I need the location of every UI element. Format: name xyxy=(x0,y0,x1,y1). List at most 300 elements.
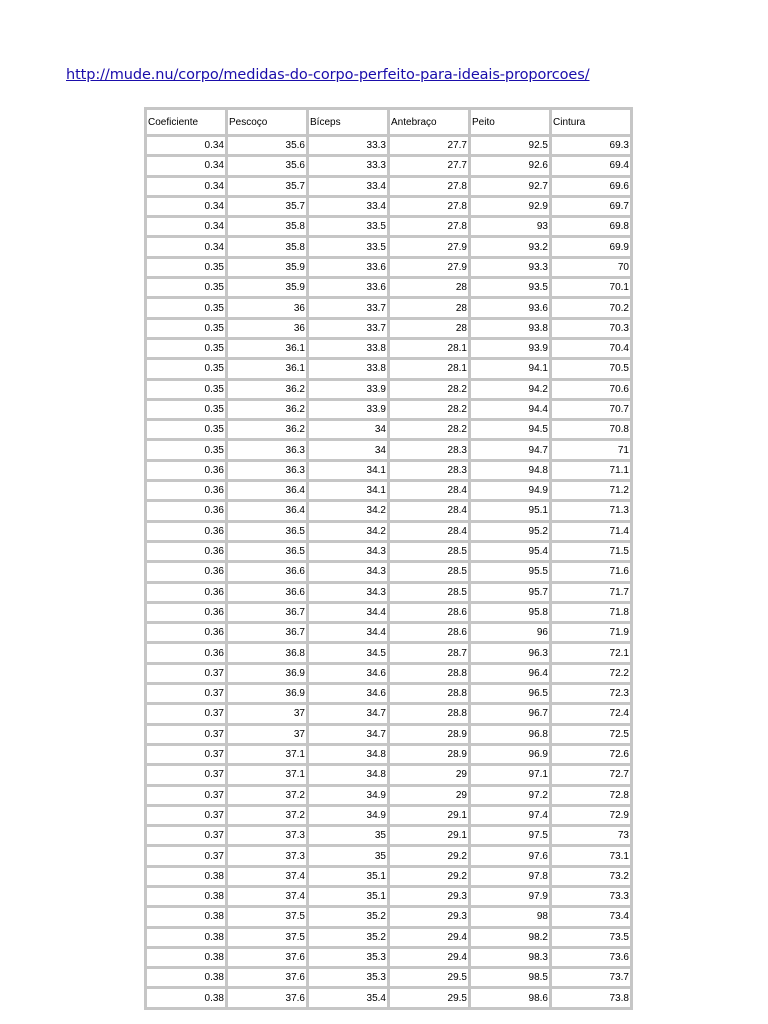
cell-cintura: 73.6 xyxy=(552,949,630,966)
table-row xyxy=(147,766,630,783)
cell-pescoco: 37.3 xyxy=(228,847,306,864)
table-row xyxy=(147,279,630,296)
cell-cintura: 70.7 xyxy=(552,401,630,418)
cell-antebraco: 28.8 xyxy=(390,705,468,722)
cell-peito: 95.8 xyxy=(471,604,549,621)
cell-antebraco: 27.9 xyxy=(390,259,468,276)
cell-coeficiente: 0.36 xyxy=(147,502,225,519)
cell-coeficiente: 0.36 xyxy=(147,604,225,621)
cell-peito: 92.9 xyxy=(471,198,549,215)
cell-peito: 96.7 xyxy=(471,705,549,722)
cell-pescoco: 36.8 xyxy=(228,644,306,661)
cell-pescoco: 35.8 xyxy=(228,238,306,255)
cell-antebraco: 28.5 xyxy=(390,584,468,601)
table-row xyxy=(147,178,630,195)
cell-pescoco: 36.4 xyxy=(228,482,306,499)
cell-antebraco: 28 xyxy=(390,320,468,337)
cell-pescoco: 36 xyxy=(228,299,306,316)
column-header-biceps: Bíceps xyxy=(309,110,387,134)
table-row xyxy=(147,299,630,316)
cell-coeficiente: 0.38 xyxy=(147,929,225,946)
cell-pescoco: 37.6 xyxy=(228,969,306,986)
cell-antebraco: 29.5 xyxy=(390,969,468,986)
cell-pescoco: 35.7 xyxy=(228,198,306,215)
cell-pescoco: 37.3 xyxy=(228,827,306,844)
cell-antebraco: 28.2 xyxy=(390,421,468,438)
cell-peito: 97.1 xyxy=(471,766,549,783)
cell-pescoco: 37.6 xyxy=(228,989,306,1006)
cell-biceps: 33.9 xyxy=(309,401,387,418)
cell-peito: 94.5 xyxy=(471,421,549,438)
cell-antebraco: 28.4 xyxy=(390,523,468,540)
cell-pescoco: 36.9 xyxy=(228,665,306,682)
cell-coeficiente: 0.34 xyxy=(147,178,225,195)
cell-pescoco: 36.2 xyxy=(228,421,306,438)
cell-coeficiente: 0.37 xyxy=(147,665,225,682)
cell-cintura: 69.9 xyxy=(552,238,630,255)
cell-coeficiente: 0.37 xyxy=(147,827,225,844)
cell-antebraco: 27.8 xyxy=(390,198,468,215)
cell-pescoco: 35.6 xyxy=(228,137,306,154)
cell-cintura: 70.8 xyxy=(552,421,630,438)
cell-peito: 92.5 xyxy=(471,137,549,154)
column-header-peito: Peito xyxy=(471,110,549,134)
cell-antebraco: 28.5 xyxy=(390,543,468,560)
cell-peito: 98.2 xyxy=(471,929,549,946)
cell-pescoco: 36.1 xyxy=(228,340,306,357)
cell-pescoco: 37 xyxy=(228,726,306,743)
table-row xyxy=(147,929,630,946)
table-row xyxy=(147,198,630,215)
cell-biceps: 33.7 xyxy=(309,320,387,337)
cell-biceps: 33.7 xyxy=(309,299,387,316)
cell-antebraco: 27.9 xyxy=(390,238,468,255)
cell-pescoco: 37.4 xyxy=(228,868,306,885)
cell-coeficiente: 0.36 xyxy=(147,543,225,560)
cell-pescoco: 36.3 xyxy=(228,441,306,458)
cell-cintura: 72.7 xyxy=(552,766,630,783)
table-row xyxy=(147,259,630,276)
table-row xyxy=(147,320,630,337)
cell-peito: 93.3 xyxy=(471,259,549,276)
cell-pescoco: 36.4 xyxy=(228,502,306,519)
cell-antebraco: 28.1 xyxy=(390,360,468,377)
cell-antebraco: 27.8 xyxy=(390,218,468,235)
cell-antebraco: 27.7 xyxy=(390,137,468,154)
cell-pescoco: 36.3 xyxy=(228,462,306,479)
cell-cintura: 69.8 xyxy=(552,218,630,235)
cell-peito: 94.2 xyxy=(471,381,549,398)
cell-peito: 97.5 xyxy=(471,827,549,844)
cell-biceps: 34.3 xyxy=(309,543,387,560)
cell-biceps: 33.8 xyxy=(309,360,387,377)
cell-biceps: 35.3 xyxy=(309,969,387,986)
cell-antebraco: 29.4 xyxy=(390,929,468,946)
table-row xyxy=(147,523,630,540)
cell-coeficiente: 0.35 xyxy=(147,340,225,357)
cell-peito: 93.9 xyxy=(471,340,549,357)
table-row xyxy=(147,381,630,398)
cell-antebraco: 28.9 xyxy=(390,746,468,763)
cell-biceps: 34.2 xyxy=(309,502,387,519)
cell-antebraco: 28.2 xyxy=(390,401,468,418)
cell-coeficiente: 0.35 xyxy=(147,320,225,337)
table-row xyxy=(147,746,630,763)
cell-coeficiente: 0.35 xyxy=(147,299,225,316)
cell-peito: 98.3 xyxy=(471,949,549,966)
cell-peito: 95.2 xyxy=(471,523,549,540)
cell-pescoco: 36.7 xyxy=(228,604,306,621)
table-row xyxy=(147,705,630,722)
cell-coeficiente: 0.36 xyxy=(147,563,225,580)
cell-cintura: 70.5 xyxy=(552,360,630,377)
cell-pescoco: 35.6 xyxy=(228,157,306,174)
table-row xyxy=(147,502,630,519)
cell-cintura: 70.6 xyxy=(552,381,630,398)
cell-peito: 96.8 xyxy=(471,726,549,743)
table-row xyxy=(147,807,630,824)
cell-cintura: 69.4 xyxy=(552,157,630,174)
table-row xyxy=(147,543,630,560)
cell-peito: 94.9 xyxy=(471,482,549,499)
cell-peito: 94.4 xyxy=(471,401,549,418)
cell-antebraco: 29.3 xyxy=(390,908,468,925)
cell-peito: 95.4 xyxy=(471,543,549,560)
cell-coeficiente: 0.36 xyxy=(147,523,225,540)
table-row xyxy=(147,787,630,804)
table-header-row xyxy=(147,110,630,134)
cell-peito: 92.7 xyxy=(471,178,549,195)
table-row xyxy=(147,584,630,601)
cell-biceps: 35.2 xyxy=(309,929,387,946)
cell-antebraco: 28 xyxy=(390,279,468,296)
cell-biceps: 35 xyxy=(309,847,387,864)
cell-peito: 95.7 xyxy=(471,584,549,601)
cell-antebraco: 29.4 xyxy=(390,949,468,966)
table-row xyxy=(147,604,630,621)
cell-antebraco: 29.1 xyxy=(390,827,468,844)
cell-biceps: 33.4 xyxy=(309,178,387,195)
cell-antebraco: 28.3 xyxy=(390,441,468,458)
cell-cintura: 72.9 xyxy=(552,807,630,824)
cell-biceps: 34.7 xyxy=(309,705,387,722)
cell-coeficiente: 0.38 xyxy=(147,908,225,925)
table-row xyxy=(147,157,630,174)
column-header-coeficiente: Coeficiente xyxy=(147,110,225,134)
table-row xyxy=(147,969,630,986)
cell-peito: 94.1 xyxy=(471,360,549,377)
cell-coeficiente: 0.36 xyxy=(147,462,225,479)
table-row xyxy=(147,482,630,499)
cell-coeficiente: 0.35 xyxy=(147,279,225,296)
cell-peito: 97.6 xyxy=(471,847,549,864)
table-row xyxy=(147,462,630,479)
cell-biceps: 34.9 xyxy=(309,807,387,824)
cell-peito: 92.6 xyxy=(471,157,549,174)
cell-antebraco: 29 xyxy=(390,787,468,804)
cell-peito: 93 xyxy=(471,218,549,235)
table-row xyxy=(147,989,630,1006)
cell-peito: 96.4 xyxy=(471,665,549,682)
table-row xyxy=(147,441,630,458)
table-row xyxy=(147,685,630,702)
cell-biceps: 34.8 xyxy=(309,746,387,763)
cell-antebraco: 29.2 xyxy=(390,847,468,864)
cell-peito: 97.4 xyxy=(471,807,549,824)
cell-peito: 96.5 xyxy=(471,685,549,702)
cell-cintura: 72.2 xyxy=(552,665,630,682)
cell-coeficiente: 0.35 xyxy=(147,401,225,418)
cell-biceps: 33.3 xyxy=(309,137,387,154)
cell-biceps: 34.1 xyxy=(309,482,387,499)
cell-biceps: 34.6 xyxy=(309,685,387,702)
cell-coeficiente: 0.38 xyxy=(147,949,225,966)
cell-coeficiente: 0.37 xyxy=(147,685,225,702)
cell-coeficiente: 0.35 xyxy=(147,259,225,276)
cell-biceps: 34 xyxy=(309,441,387,458)
table-row xyxy=(147,665,630,682)
cell-peito: 97.2 xyxy=(471,787,549,804)
cell-pescoco: 35.7 xyxy=(228,178,306,195)
cell-cintura: 71.3 xyxy=(552,502,630,519)
table-body xyxy=(147,137,630,1007)
table-row xyxy=(147,238,630,255)
cell-cintura: 70 xyxy=(552,259,630,276)
table-row xyxy=(147,421,630,438)
cell-cintura: 73.7 xyxy=(552,969,630,986)
cell-biceps: 34.4 xyxy=(309,604,387,621)
cell-coeficiente: 0.38 xyxy=(147,989,225,1006)
cell-cintura: 72.6 xyxy=(552,746,630,763)
cell-antebraco: 29.3 xyxy=(390,888,468,905)
cell-peito: 98.5 xyxy=(471,969,549,986)
column-header-cintura: Cintura xyxy=(552,110,630,134)
cell-antebraco: 28.7 xyxy=(390,644,468,661)
cell-pescoco: 37.5 xyxy=(228,908,306,925)
cell-biceps: 34.3 xyxy=(309,584,387,601)
cell-cintura: 73.8 xyxy=(552,989,630,1006)
cell-biceps: 34.3 xyxy=(309,563,387,580)
cell-cintura: 69.6 xyxy=(552,178,630,195)
cell-pescoco: 37.1 xyxy=(228,746,306,763)
cell-biceps: 33.5 xyxy=(309,238,387,255)
table-row xyxy=(147,644,630,661)
cell-biceps: 34.9 xyxy=(309,787,387,804)
cell-cintura: 71.1 xyxy=(552,462,630,479)
table-row xyxy=(147,908,630,925)
cell-biceps: 33.4 xyxy=(309,198,387,215)
cell-coeficiente: 0.35 xyxy=(147,360,225,377)
cell-coeficiente: 0.35 xyxy=(147,381,225,398)
cell-biceps: 35.4 xyxy=(309,989,387,1006)
cell-pescoco: 36.5 xyxy=(228,523,306,540)
table-row xyxy=(147,340,630,357)
cell-cintura: 70.4 xyxy=(552,340,630,357)
cell-coeficiente: 0.34 xyxy=(147,157,225,174)
cell-coeficiente: 0.37 xyxy=(147,787,225,804)
cell-antebraco: 29.1 xyxy=(390,807,468,824)
cell-cintura: 72.4 xyxy=(552,705,630,722)
cell-coeficiente: 0.35 xyxy=(147,421,225,438)
cell-antebraco: 28.3 xyxy=(390,462,468,479)
cell-biceps: 34.1 xyxy=(309,462,387,479)
cell-antebraco: 28.8 xyxy=(390,665,468,682)
cell-coeficiente: 0.36 xyxy=(147,644,225,661)
cell-cintura: 69.7 xyxy=(552,198,630,215)
cell-biceps: 33.5 xyxy=(309,218,387,235)
table-row xyxy=(147,888,630,905)
cell-biceps: 34 xyxy=(309,421,387,438)
cell-coeficiente: 0.37 xyxy=(147,726,225,743)
cell-biceps: 35.1 xyxy=(309,868,387,885)
cell-pescoco: 37.1 xyxy=(228,766,306,783)
cell-coeficiente: 0.36 xyxy=(147,624,225,641)
table-row xyxy=(147,401,630,418)
cell-cintura: 69.3 xyxy=(552,137,630,154)
cell-coeficiente: 0.37 xyxy=(147,766,225,783)
cell-coeficiente: 0.38 xyxy=(147,868,225,885)
cell-pescoco: 35.9 xyxy=(228,279,306,296)
cell-peito: 97.9 xyxy=(471,888,549,905)
table-row xyxy=(147,218,630,235)
cell-pescoco: 36.2 xyxy=(228,381,306,398)
table-row xyxy=(147,137,630,154)
cell-cintura: 73.4 xyxy=(552,908,630,925)
cell-coeficiente: 0.37 xyxy=(147,746,225,763)
cell-coeficiente: 0.34 xyxy=(147,137,225,154)
cell-biceps: 33.3 xyxy=(309,157,387,174)
cell-peito: 96.3 xyxy=(471,644,549,661)
table-row xyxy=(147,624,630,641)
table-row xyxy=(147,563,630,580)
cell-biceps: 33.6 xyxy=(309,279,387,296)
cell-pescoco: 36.6 xyxy=(228,563,306,580)
cell-coeficiente: 0.34 xyxy=(147,218,225,235)
cell-antebraco: 29.5 xyxy=(390,989,468,1006)
cell-antebraco: 28.6 xyxy=(390,624,468,641)
cell-cintura: 71.4 xyxy=(552,523,630,540)
cell-coeficiente: 0.38 xyxy=(147,888,225,905)
cell-peito: 98.6 xyxy=(471,989,549,1006)
cell-pescoco: 36.1 xyxy=(228,360,306,377)
cell-cintura: 72.8 xyxy=(552,787,630,804)
cell-pescoco: 36.5 xyxy=(228,543,306,560)
cell-biceps: 34.8 xyxy=(309,766,387,783)
cell-antebraco: 29.2 xyxy=(390,868,468,885)
cell-coeficiente: 0.34 xyxy=(147,198,225,215)
table-row xyxy=(147,726,630,743)
cell-antebraco: 29 xyxy=(390,766,468,783)
cell-pescoco: 37.6 xyxy=(228,949,306,966)
cell-pescoco: 37.4 xyxy=(228,888,306,905)
table-row xyxy=(147,868,630,885)
cell-coeficiente: 0.38 xyxy=(147,969,225,986)
cell-cintura: 73.3 xyxy=(552,888,630,905)
cell-cintura: 70.1 xyxy=(552,279,630,296)
cell-antebraco: 27.7 xyxy=(390,157,468,174)
cell-pescoco: 36.7 xyxy=(228,624,306,641)
cell-biceps: 33.8 xyxy=(309,340,387,357)
cell-pescoco: 37.2 xyxy=(228,807,306,824)
cell-peito: 94.8 xyxy=(471,462,549,479)
cell-peito: 93.8 xyxy=(471,320,549,337)
cell-coeficiente: 0.37 xyxy=(147,847,225,864)
cell-coeficiente: 0.36 xyxy=(147,482,225,499)
cell-antebraco: 28.9 xyxy=(390,726,468,743)
cell-cintura: 71.9 xyxy=(552,624,630,641)
cell-peito: 93.2 xyxy=(471,238,549,255)
cell-antebraco: 28.6 xyxy=(390,604,468,621)
cell-cintura: 73.2 xyxy=(552,868,630,885)
measurements-table-container xyxy=(144,107,633,1010)
cell-pescoco: 35.9 xyxy=(228,259,306,276)
cell-biceps: 34.5 xyxy=(309,644,387,661)
cell-antebraco: 28.2 xyxy=(390,381,468,398)
cell-biceps: 35.2 xyxy=(309,908,387,925)
cell-coeficiente: 0.37 xyxy=(147,807,225,824)
cell-antebraco: 28.4 xyxy=(390,482,468,499)
cell-pescoco: 36.2 xyxy=(228,401,306,418)
cell-biceps: 35.3 xyxy=(309,949,387,966)
cell-biceps: 34.7 xyxy=(309,726,387,743)
cell-peito: 94.7 xyxy=(471,441,549,458)
cell-cintura: 71.7 xyxy=(552,584,630,601)
cell-biceps: 33.9 xyxy=(309,381,387,398)
cell-biceps: 34.4 xyxy=(309,624,387,641)
cell-pescoco: 37 xyxy=(228,705,306,722)
cell-cintura: 70.2 xyxy=(552,299,630,316)
cell-cintura: 72.5 xyxy=(552,726,630,743)
source-url-link[interactable]: http://mude.nu/corpo/medidas-do-corpo-perfeito-para-ideais-proporcoes/ xyxy=(66,67,590,83)
cell-pescoco: 35.8 xyxy=(228,218,306,235)
cell-peito: 93.5 xyxy=(471,279,549,296)
cell-antebraco: 28.5 xyxy=(390,563,468,580)
cell-peito: 93.6 xyxy=(471,299,549,316)
cell-cintura: 73.5 xyxy=(552,929,630,946)
cell-cintura: 72.3 xyxy=(552,685,630,702)
cell-coeficiente: 0.36 xyxy=(147,584,225,601)
cell-cintura: 71.2 xyxy=(552,482,630,499)
table-row xyxy=(147,827,630,844)
cell-biceps: 33.6 xyxy=(309,259,387,276)
cell-pescoco: 36.9 xyxy=(228,685,306,702)
table-row xyxy=(147,949,630,966)
cell-coeficiente: 0.35 xyxy=(147,441,225,458)
cell-peito: 96 xyxy=(471,624,549,641)
cell-cintura: 71 xyxy=(552,441,630,458)
cell-antebraco: 28.8 xyxy=(390,685,468,702)
cell-pescoco: 37.5 xyxy=(228,929,306,946)
cell-peito: 98 xyxy=(471,908,549,925)
cell-biceps: 35.1 xyxy=(309,888,387,905)
cell-biceps: 35 xyxy=(309,827,387,844)
cell-coeficiente: 0.37 xyxy=(147,705,225,722)
cell-cintura: 71.8 xyxy=(552,604,630,621)
cell-peito: 96.9 xyxy=(471,746,549,763)
cell-cintura: 70.3 xyxy=(552,320,630,337)
cell-peito: 95.1 xyxy=(471,502,549,519)
column-header-pescoco: Pescoço xyxy=(228,110,306,134)
cell-cintura: 73.1 xyxy=(552,847,630,864)
cell-antebraco: 28 xyxy=(390,299,468,316)
cell-biceps: 34.2 xyxy=(309,523,387,540)
column-header-antebraco: Antebraço xyxy=(390,110,468,134)
cell-cintura: 72.1 xyxy=(552,644,630,661)
cell-antebraco: 27.8 xyxy=(390,178,468,195)
cell-peito: 95.5 xyxy=(471,563,549,580)
cell-pescoco: 36 xyxy=(228,320,306,337)
table-row xyxy=(147,847,630,864)
